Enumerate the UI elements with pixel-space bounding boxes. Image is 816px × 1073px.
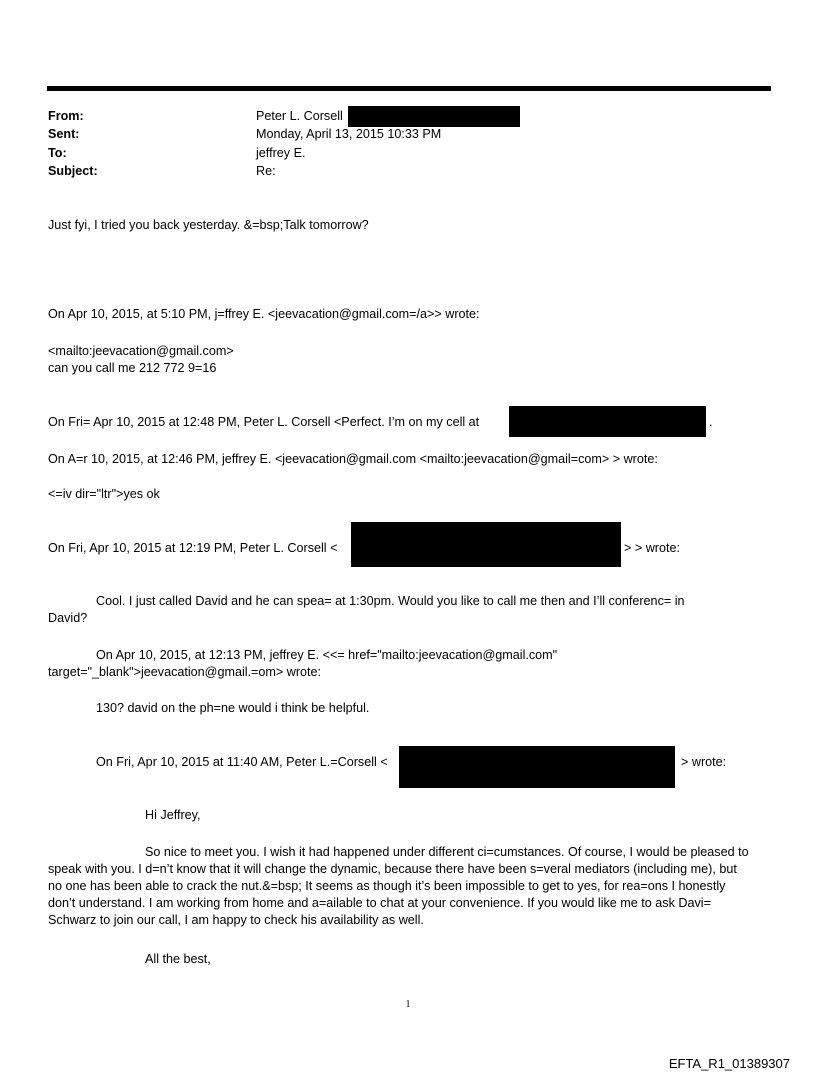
sent-label: Sent: [48, 127, 80, 141]
body-line: Hi Jeffrey, [145, 808, 201, 822]
to-value: jeffrey E. [256, 146, 306, 160]
redaction-box [399, 746, 675, 788]
redaction-box [351, 522, 621, 567]
body-line: David? [48, 611, 88, 625]
subject-value: Re: [256, 164, 276, 178]
body-line: All the best, [145, 952, 211, 966]
from-label: From: [48, 109, 84, 123]
body-line: <=iv dir="ltr">yes ok [48, 487, 160, 501]
body-line: > wrote: [681, 755, 727, 769]
page-number: 1 [405, 999, 411, 1010]
body-line: > > wrote: [624, 541, 681, 555]
body-line: On Fri, Apr 10, 2015 at 12:19 PM, Peter L. Corsell < [48, 541, 338, 555]
body-line: <mailto:jeevacation@gmail.com> [48, 344, 234, 358]
sent-value: Monday, April 13, 2015 10:33 PM [256, 127, 442, 141]
body-paragraph: So nice to meet you. I wish it had happened under different ci=cumstances. Of course, I would be pleased to speak with you. I d=n’t know that it will change the dynamic, because there have been s=veral mediators (including me), but no one has been able to crack the nut.&=bsp; It seems as though it’s been impossible to get to yes, for rea=ons I honestly don’t understand. I am working from home and a=ailable to chat at your convenience. If you would like me to ask Davi= Schwarz to join our call, I am happy to check his availability as well. [48, 845, 749, 927]
body-line: On Apr 10, 2015, at 5:10 PM, j=ffrey E. <jeevacation@gmail.com=/a>> wrote: [48, 307, 480, 321]
body-line: On Fri, Apr 10, 2015 at 11:40 AM, Peter L.=Corsell < [96, 755, 388, 769]
body-line: Just fyi, I tried you back yesterday. &=bsp;Talk tomorrow? [48, 218, 369, 232]
body-line: target="_blank">jeevacation@gmail.=om> wrote: [48, 665, 322, 679]
body-line: Cool. I just called David and he can spea= at 1:30pm. Would you like to call me then and I’ll conferenc= in [96, 594, 685, 608]
bates-number: EFTA_R1_01389307 [668, 1056, 790, 1071]
body-line: On Apr 10, 2015, at 12:13 PM, jeffrey E. <<= href="mailto:jeevacation@gmail.com" [96, 648, 558, 662]
header-rule [47, 86, 771, 91]
redaction-box [348, 106, 520, 127]
body-line: 130? david on the ph=ne would i think be helpful. [96, 701, 370, 715]
body-line: On Fri= Apr 10, 2015 at 12:48 PM, Peter L. Corsell <Perfect. I’m on my cell at [48, 415, 480, 429]
redaction-box [509, 406, 706, 437]
subject-label: Subject: [48, 164, 98, 178]
to-label: To: [48, 146, 67, 160]
body-line: . [709, 415, 713, 429]
body-line: can you call me 212 772 9=16 [48, 361, 217, 375]
from-value: Peter L. Corsell [256, 109, 343, 123]
body-line: On A=r 10, 2015, at 12:46 PM, jeffrey E. <jeevacation@gmail.com <mailto:jeevacation@gmail=com> > wrote: [48, 452, 658, 466]
